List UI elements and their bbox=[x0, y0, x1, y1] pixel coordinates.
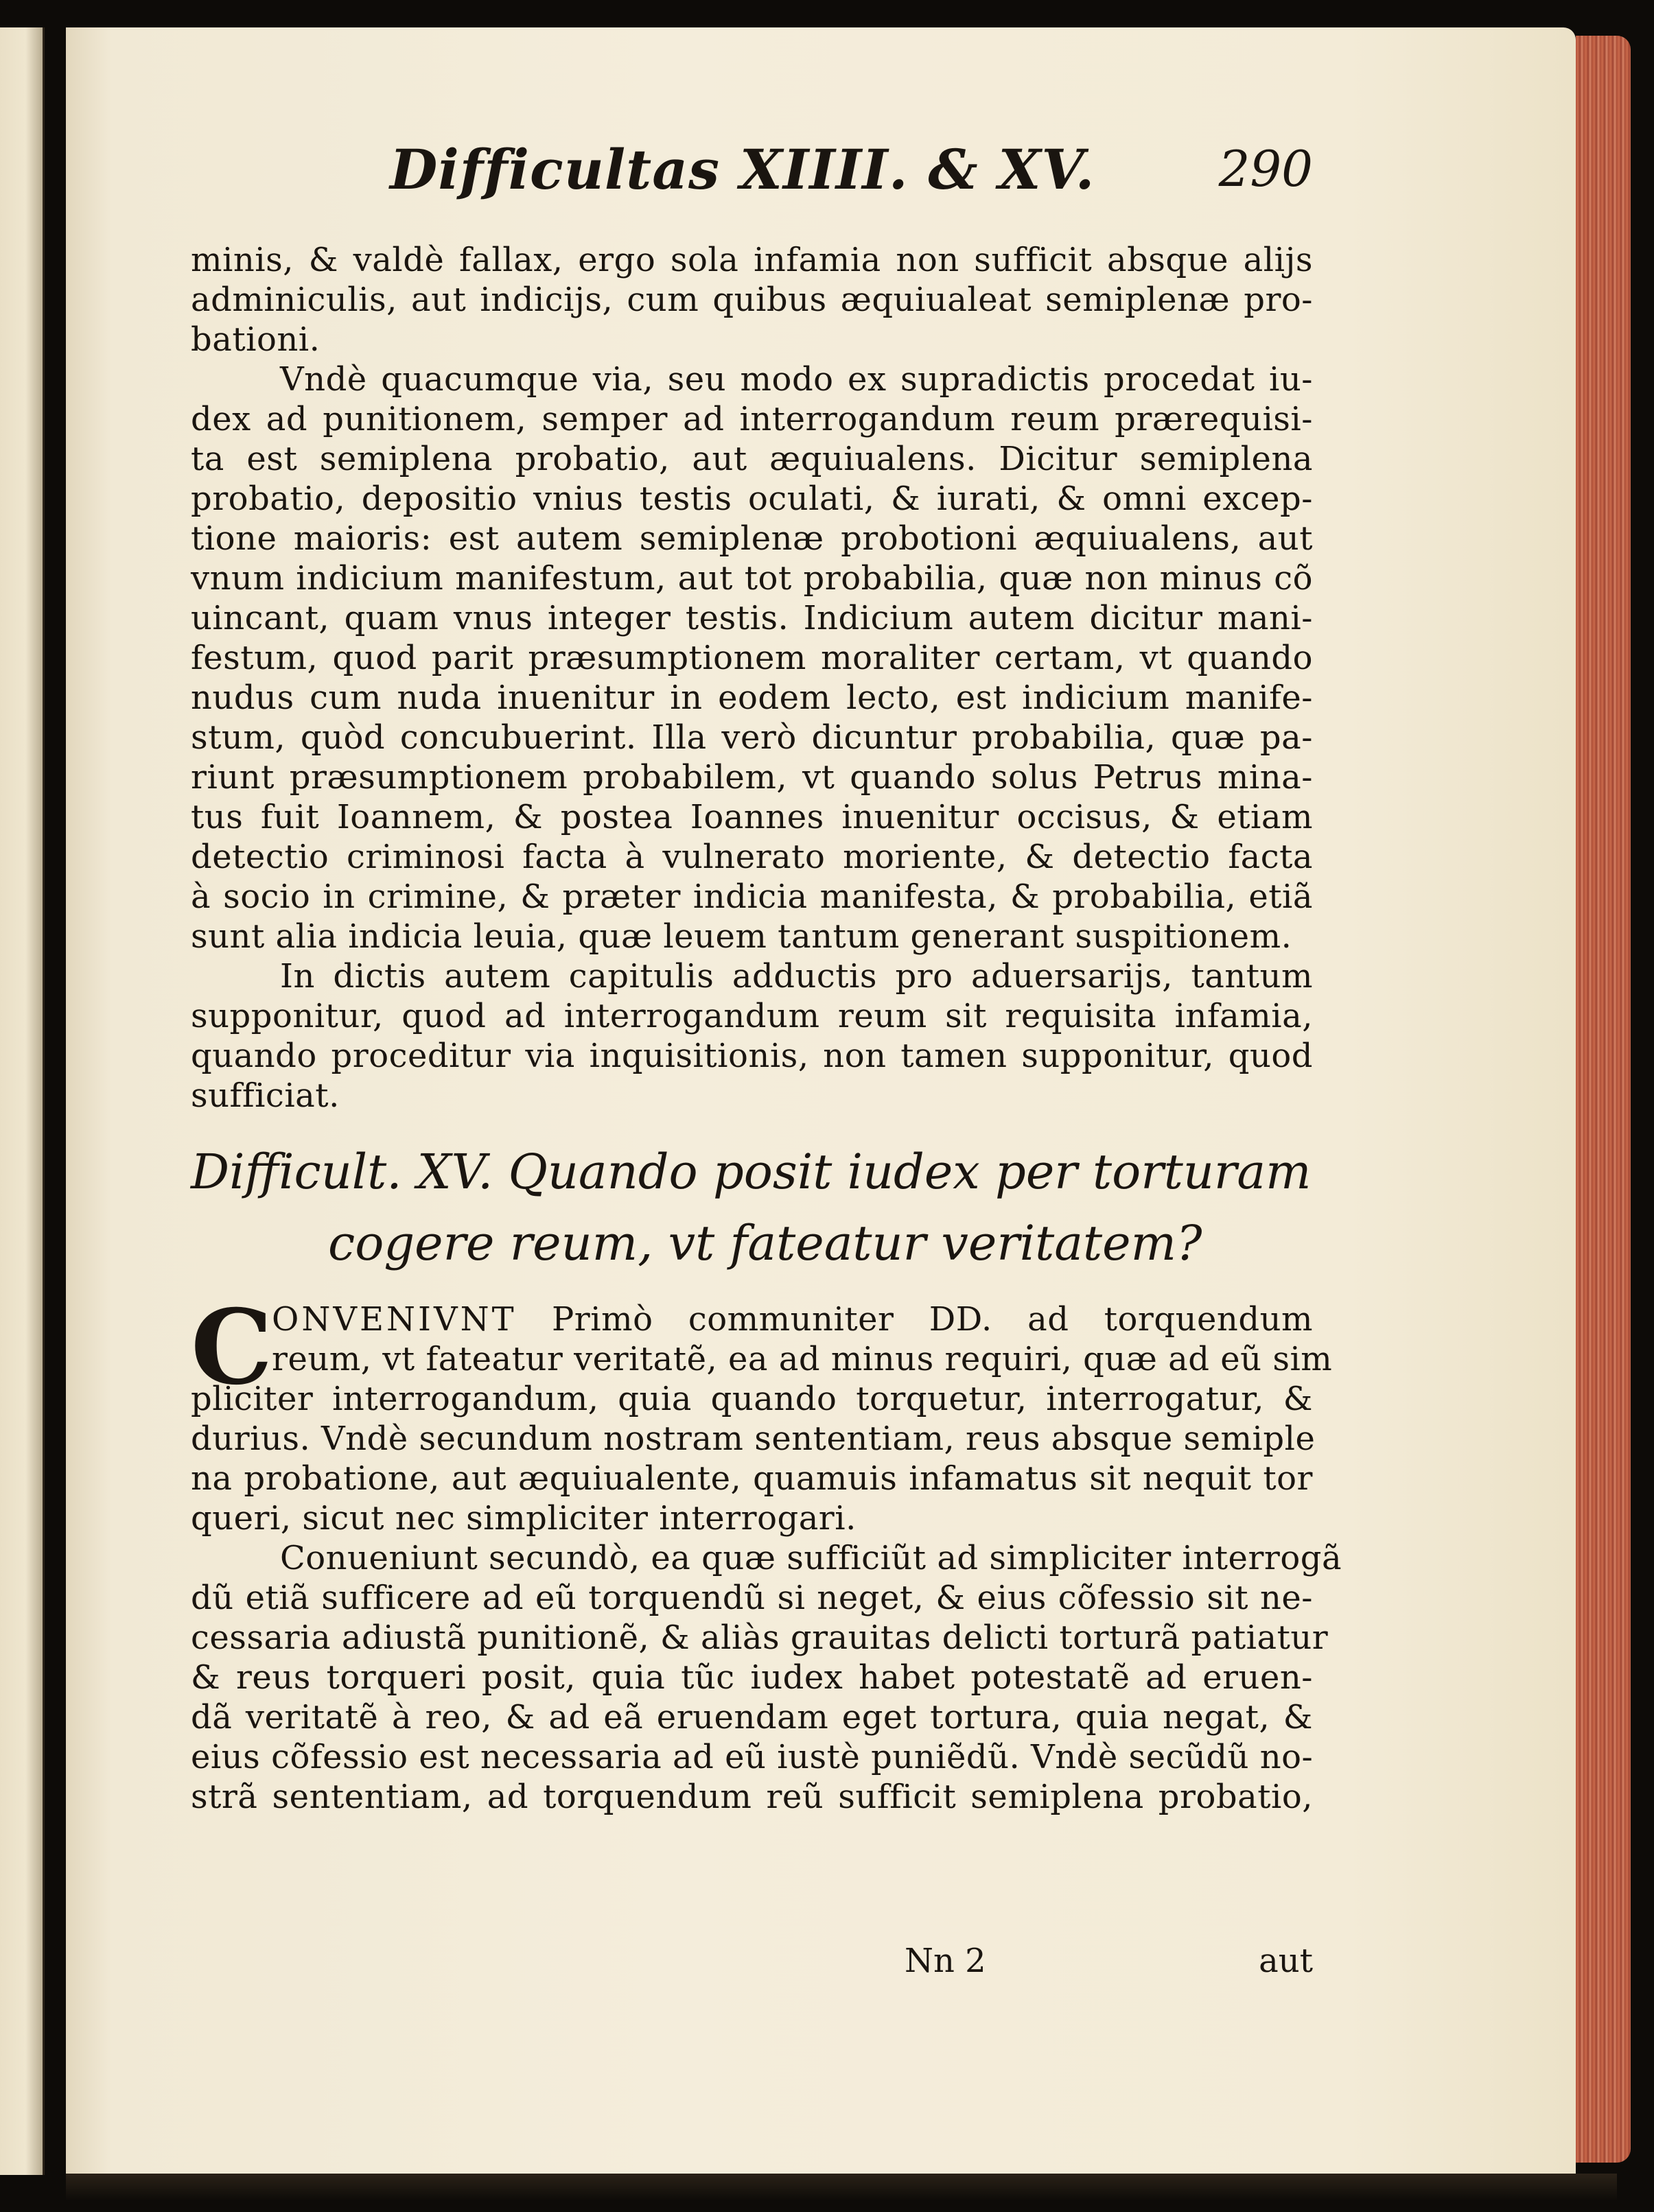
text-line: dex ad punitionem, semper ad interrogandum reum prærequisi- bbox=[191, 400, 1313, 438]
text-line: adminiculis, aut indicijs, cum quibus æquiualeat semiplenæ pro- bbox=[191, 281, 1313, 319]
text-line: sufficiat. bbox=[191, 1076, 340, 1115]
text-line: minis, & valdè fallax, ergo sola infamia non sufficit absque alijs bbox=[191, 241, 1313, 279]
drop-capital: C bbox=[191, 1287, 273, 1408]
page-footer bbox=[191, 1942, 1313, 1990]
text-line: bationi. bbox=[191, 320, 321, 359]
text-line: quando proceditur via inquisitionis, non tamen supponitur, quod bbox=[191, 1037, 1313, 1075]
heading-line: Difficult. XV. Quando posit iudex per torturam bbox=[191, 1144, 1312, 1200]
text-line: cessaria adiustã punitionẽ, & aliàs grauitas delicti torturã patiatur bbox=[191, 1619, 1329, 1657]
text-line-rest: Primò communiter DD. ad torquendum bbox=[516, 1300, 1313, 1339]
text-line: riunt præsumptionem probabilem, vt quando solus Petrus mina- bbox=[191, 758, 1313, 797]
running-header bbox=[191, 137, 1313, 213]
paragraph-3 bbox=[191, 956, 1313, 1116]
text-line: dũ etiã sufficere ad eũ torquendũ si neget, & eius cõfessio sit ne- bbox=[191, 1579, 1313, 1617]
page-edges bbox=[1576, 36, 1631, 2163]
text-line: sunt alia indicia leuia, quæ leuem tantum generant suspitionem. bbox=[191, 917, 1292, 956]
text-line: detectio criminosi facta à vulnerato moriente, & detectio facta bbox=[191, 838, 1313, 876]
catchword: aut bbox=[1259, 1942, 1313, 1980]
text-line: durius. Vndè secundum nostram sententiam, reus absque semiple bbox=[191, 1420, 1316, 1458]
opening-word: ONVENIVNT bbox=[272, 1300, 517, 1339]
text-line: Conueniunt secundò, ea quæ sufficiũt ad simpliciter interrogã bbox=[280, 1539, 1342, 1577]
text-line: probatio, depositio vnius testis oculati, & iurati, & omni excep- bbox=[191, 480, 1313, 518]
text-line: uincant, quam vnus integer testis. Indicium autem dicitur mani- bbox=[191, 599, 1313, 637]
text-line: dã veritatẽ à reo, & ad eã eruendam eget tortura, quia negat, & bbox=[191, 1698, 1313, 1737]
text-line: queri, sicut nec simpliciter interrogari. bbox=[191, 1499, 857, 1538]
text-line: tus fuit Ioannem, & postea Ioannes inuenitur occisus, & etiam bbox=[191, 798, 1313, 836]
text-line: tione maioris: est autem semiplenæ probotioni æquiualens, aut bbox=[191, 519, 1313, 558]
text-line: eius cõfessio est necessaria ad eũ iustè puniẽdũ. Vndè secũdũ no- bbox=[191, 1738, 1314, 1776]
signature-mark: Nn 2 bbox=[905, 1942, 986, 1980]
text-line: supponitur, quod ad interrogandum reum sit requisita infamia, bbox=[191, 997, 1313, 1035]
heading-line: cogere reum, vt fateatur veritatem? bbox=[328, 1215, 1202, 1271]
page-number: 290 bbox=[1218, 140, 1313, 198]
text-line: nudus cum nuda inuenitur in eodem lecto, est indicium manife- bbox=[191, 679, 1313, 717]
paragraph-5 bbox=[191, 1538, 1342, 1817]
text-line: à socio in crimine, & præter indicia manifesta, & probabilia, etiã bbox=[191, 878, 1313, 916]
text-line bbox=[191, 1299, 1313, 1339]
book-bottom-shadow bbox=[66, 2174, 1617, 2201]
running-title: Difficultas XIIII. & XV. bbox=[390, 137, 1095, 202]
text-line: ta est semiplena probatio, aut æquiualens. Dicitur semiplena bbox=[191, 440, 1313, 478]
paragraph-2 bbox=[191, 360, 1313, 956]
text-line: & reus torqueri posit, quia tũc iudex habet potestatẽ ad eruen- bbox=[191, 1658, 1313, 1697]
text-line: Vndè quacumque via, seu modo ex supradictis procedat iu- bbox=[280, 360, 1313, 399]
text-line: na probatione, aut æquiualente, quamuis infamatus sit nequit tor bbox=[191, 1459, 1313, 1498]
text-body bbox=[191, 240, 1342, 1817]
text-line: stum, quòd concubuerint. Illa verò dicuntur probabilia, quæ pa- bbox=[191, 718, 1313, 757]
text-line: In dictis autem capitulis adductis pro aduersarijs, tantum bbox=[280, 957, 1313, 996]
text-line: strã sententiam, ad torquendum reũ sufficit semiplena probatio, bbox=[191, 1778, 1313, 1816]
left-page-edge bbox=[0, 27, 45, 2175]
text-line: festum, quod parit præsumptionem moraliter certam, vt quando bbox=[191, 639, 1313, 677]
text-line: reum, vt fateatur veritatẽ, ea ad minus requiri, quæ ad eũ sim bbox=[272, 1340, 1333, 1378]
text-line: vnum indicium manifestum, aut tot probabilia, quæ non minus cõ bbox=[191, 559, 1313, 598]
text-line: pliciter interrogandum, quia quando torquetur, interrogatur, & bbox=[191, 1380, 1313, 1418]
section-heading bbox=[191, 1136, 1313, 1279]
paragraph-1 bbox=[191, 240, 1313, 360]
paragraph-4 bbox=[191, 1287, 1333, 1538]
